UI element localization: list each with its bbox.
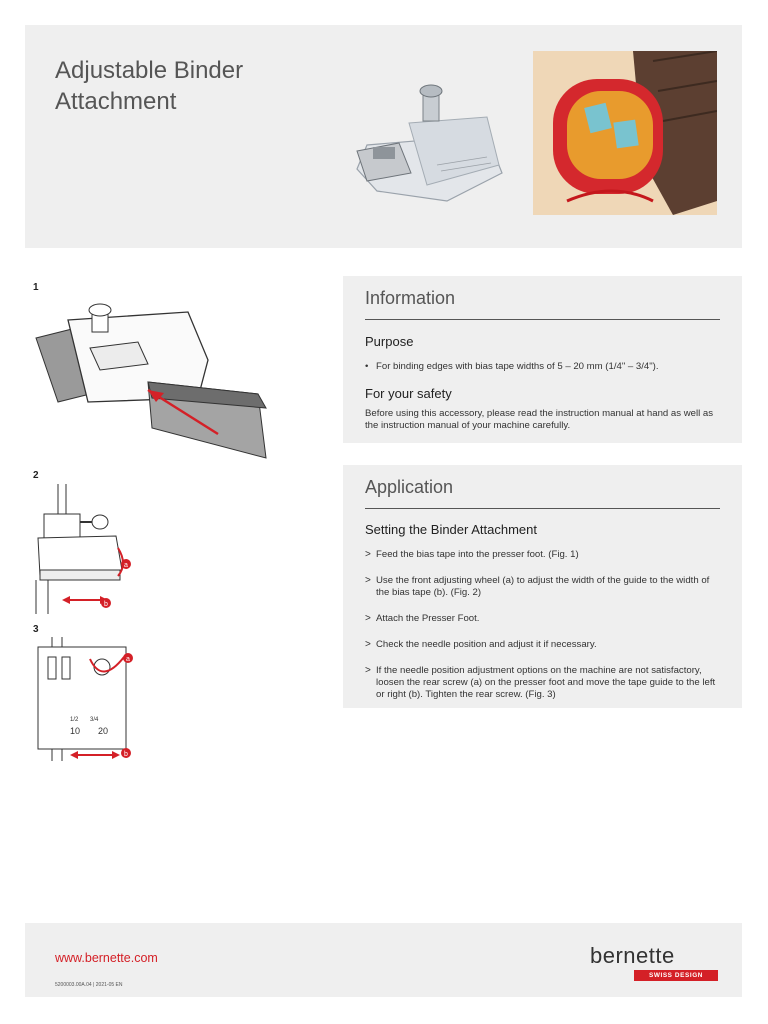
step-item <box>365 639 725 651</box>
step-text: Feed the bias tape into the presser foot. (Fig. 1) <box>376 549 579 560</box>
application-heading: Application <box>365 477 454 497</box>
step-text: If the needle position adjustment options on the machine are not satisfactory, loosen the rear screw (a) on the presser foot and move the tape guide to the left or right (b). Tighten the rear screw. (Fig. 3) <box>376 665 716 700</box>
step-marker: > <box>365 665 371 676</box>
information-section <box>343 276 742 443</box>
application-section <box>343 465 742 708</box>
purpose-list <box>365 361 725 373</box>
step-item <box>365 613 725 625</box>
step-marker: > <box>365 639 371 650</box>
figure-3-number: 3 <box>33 624 39 635</box>
step-text: Check the needle position and adjust it if necessary. <box>376 639 597 650</box>
information-heading: Information <box>365 288 456 308</box>
purpose-heading: Purpose <box>365 334 414 349</box>
figure-2-number: 2 <box>33 470 39 481</box>
figure-3-label-b: b <box>124 751 128 758</box>
information-divider <box>365 319 720 320</box>
figure-3-rear-screw <box>30 637 140 767</box>
document-reference: 5200003.00A.04 | 2021-05 EN <box>55 982 123 988</box>
figure-2-adjusting-wheel <box>30 484 140 614</box>
bound-fabric-photo <box>533 51 717 215</box>
footer <box>25 923 742 997</box>
step-marker: > <box>365 575 371 586</box>
application-divider <box>365 508 720 509</box>
step-marker: > <box>365 549 371 560</box>
brand-tagline: SWISS DESIGN <box>634 970 718 981</box>
step-item <box>365 575 725 599</box>
figure-3-fraction-three-quarters: 3/4 <box>90 717 99 723</box>
website-link[interactable]: www.bernette.com <box>55 951 158 965</box>
figure-3-fraction-half: 1/2 <box>70 717 79 723</box>
step-item <box>365 549 725 561</box>
step-text: Attach the Presser Foot. <box>376 613 480 624</box>
figure-2-label-b: b <box>104 601 108 608</box>
figure-1-bias-tape-feed <box>28 298 268 460</box>
step-marker: > <box>365 613 371 624</box>
bernette-logo <box>590 943 720 983</box>
figure-3-scale-20: 20 <box>98 726 109 736</box>
safety-text: Before using this accessory, please read the instruction manual at hand as well as the instruction manual of your machine carefully. <box>365 408 714 431</box>
title-line-2: Attachment <box>55 88 177 115</box>
figure-3-label-a: a <box>126 656 130 663</box>
setup-steps <box>365 549 725 715</box>
figure-3-scale-10: 10 <box>70 726 81 736</box>
step-item <box>365 665 725 701</box>
header-band <box>25 25 742 248</box>
purpose-item: • For binding edges with bias tape widths of 5 – 20 mm (1/4" – 3/4"). <box>365 361 725 373</box>
safety-heading: For your safety <box>365 386 452 401</box>
setting-binder-heading: Setting the Binder Attachment <box>365 522 537 537</box>
page-title <box>55 55 243 117</box>
brand-name: bernette <box>590 943 675 968</box>
title-line-1: Adjustable Binder <box>55 57 244 84</box>
step-text: Use the front adjusting wheel (a) to adjust the width of the guide to the width of the bias tape (b). (Fig. 2) <box>376 575 710 598</box>
binder-foot-product-image <box>337 73 507 223</box>
figure-2-label-a: a <box>124 562 128 569</box>
figure-1-number: 1 <box>33 282 39 293</box>
